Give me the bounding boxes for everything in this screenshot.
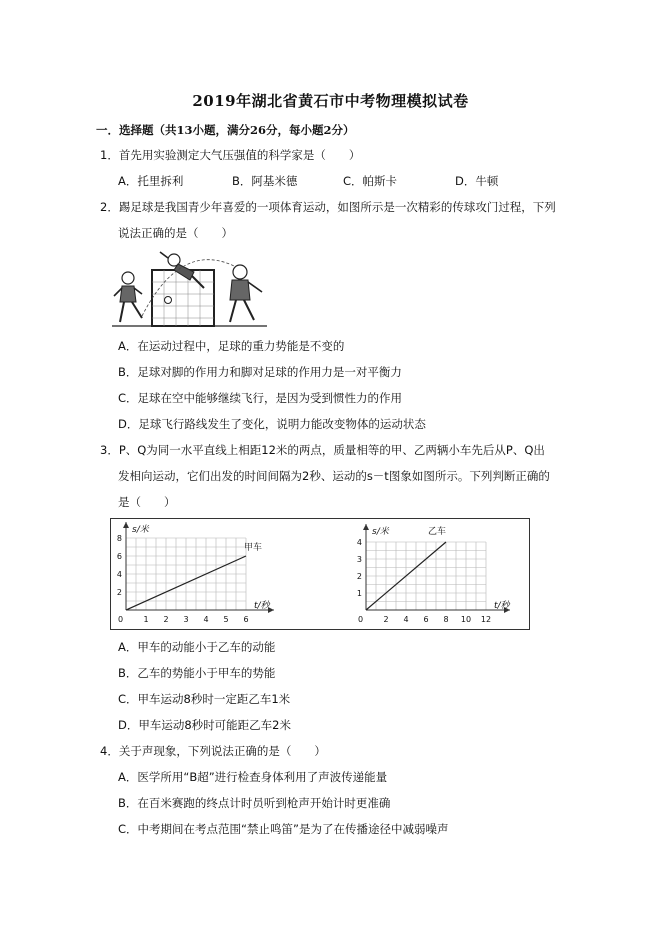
q3-option-c: C．甲车运动8秒时一定距乙车1米 [118, 692, 291, 706]
series-label: 乙车 [428, 527, 447, 537]
st-graph-jia [117, 522, 274, 624]
q3-option-b: B．乙车的势能小于甲车的势能 [118, 666, 276, 680]
y-axis-label: s/米 [132, 525, 149, 535]
x-tick-label: 12 [480, 615, 492, 624]
q4-option-a: A．医学所用“B超”进行检查身体利用了声波传递能量 [118, 770, 388, 784]
x-tick-label: 2 [163, 615, 169, 624]
x-tick-label: 5 [223, 615, 229, 624]
q3-option-a: A．甲车的动能小于乙车的动能 [118, 640, 276, 654]
y-tick-label: 1 [356, 589, 362, 598]
q2-stem-line1: 2．踢足球是我国青少年喜爱的一项体育运动，如图所示是一次精彩的传球攻门过程，下列 [100, 200, 556, 214]
y-tick-label: 6 [116, 552, 122, 561]
q4-option-c: C．中考期间在考点范围“禁止鸣笛”是为了在传播途径中减弱噪声 [118, 822, 449, 836]
q1-option-a: A．托里拆利 [118, 174, 184, 188]
q1-option-c: C．帕斯卡 [343, 174, 398, 188]
q2-option-b: B．足球对脚的作用力和脚对足球的作用力是一对平衡力 [118, 365, 402, 379]
q2-option-d: D．足球飞行路线发生了变化，说明力能改变物体的运动状态 [118, 417, 426, 431]
x-axis-label: t/秒 [254, 601, 270, 611]
y-axis-label: s/米 [372, 527, 389, 537]
x-tick-label: 3 [183, 615, 189, 624]
st-graph-yi [357, 524, 512, 624]
x-tick-label: 6 [423, 615, 429, 624]
q3-stem-line3: 是（ ） [118, 495, 176, 509]
y-tick-label: 2 [116, 588, 122, 597]
q1-stem: 1．首先用实验测定大气压强值的科学家是（ ） [100, 148, 361, 162]
x-tick-label: 10 [460, 615, 472, 624]
q2-option-a: A．在运动过程中，足球的重力势能是不变的 [118, 339, 345, 353]
x-tick-label: 2 [383, 615, 389, 624]
y-axis-arrow-icon [363, 524, 369, 530]
q4-stem: 4．关于声现象，下列说法正确的是（ ） [100, 744, 326, 758]
section-heading: 一．选择题（共13小题，满分26分，每小题2分） [96, 123, 355, 137]
q1-option-d: D．牛顿 [455, 174, 499, 188]
q3-stem-line1: 3．P、Q为同一水平直线上相距12米的两点，质量相等的甲、乙两辆小车先后从P、Q出 [100, 443, 545, 457]
series-label: 甲车 [244, 543, 263, 553]
x-tick-label: 4 [203, 615, 209, 624]
y-axis-arrow-icon [123, 522, 129, 528]
origin-label: 0 [118, 615, 124, 624]
st-graph-figure [110, 518, 530, 630]
y-tick-label: 3 [356, 555, 362, 564]
y-tick-label: 4 [356, 538, 362, 547]
y-tick-label: 8 [116, 534, 122, 543]
page-title: 2019年湖北省黄石市中考物理模拟试卷 [192, 92, 469, 110]
x-tick-label: 4 [403, 615, 409, 624]
x-tick-label: 1 [143, 615, 149, 624]
origin-label: 0 [358, 615, 364, 624]
x-tick-label: 6 [243, 615, 249, 624]
x-axis-label: t/秒 [494, 601, 510, 611]
q3-option-d: D．甲车运动8秒时可能距乙车2米 [118, 718, 291, 732]
q2-stem-line2: 说法正确的是（ ） [118, 226, 233, 240]
q2-option-c: C．足球在空中能够继续飞行，是因为受到惯性力的作用 [118, 391, 403, 405]
q4-option-b: B．在百米赛跑的终点计时员听到枪声开始计时更准确 [118, 796, 391, 810]
q3-stem-line2: 发相向运动，它们出发的时间间隔为2秒、运动的s－t图象如图所示。下列判断正确的 [118, 469, 550, 483]
x-tick-label: 8 [443, 615, 449, 624]
y-tick-label: 4 [116, 570, 122, 579]
y-tick-label: 2 [356, 572, 362, 581]
soccer-illustration [112, 248, 268, 330]
q1-option-b: B．阿基米德 [232, 174, 298, 188]
